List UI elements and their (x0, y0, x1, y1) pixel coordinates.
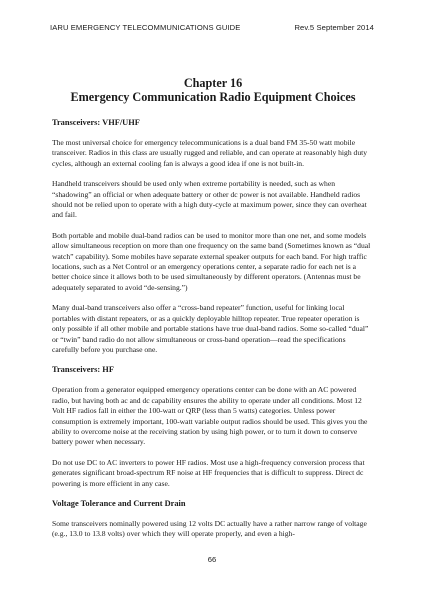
header-revision: Rev.5 September 2014 (294, 23, 374, 32)
header-guide-title: IARU EMERGENCY TELECOMMUNICATIONS GUIDE (50, 23, 241, 32)
page-number: 66 (207, 555, 217, 564)
paragraph: Do not use DC to AC inverters to power HF radios. Most use a high-frequency conversion process that generates significant broad-spectrum RF noise at HF frequencies that is difficult to suppress. Direct dc powering is more efficient in any case. (52, 457, 365, 488)
section-heading-voltage: Voltage Tolerance and Current Drain (52, 498, 186, 508)
section-heading-hf: Transceivers: HF (52, 365, 114, 375)
paragraph: Many dual-band transceivers also offer a “cross-band repeater” function, useful for linking local portables with distant repeaters, or as a quickly deployable hilltop repeater. True repeater operation is only possible if all other mobile and portable stations have true dual-band radios. Some so-called “dual” or “twin” band radio do not allow simultaneous or cross-band operation—read the specifications carefully before you purchase one. (52, 303, 369, 354)
paragraph: Handheld transceivers should be used only when extreme portability is needed, such as when “shadowing” an official or when adequate battery or other dc power is not available. Handheld radios should not be relied upon to operate with a high duty-cycle at maximum power, since they can overheat and fail. (52, 179, 367, 220)
chapter-title: Emergency Communication Radio Equipment Choices (70, 90, 356, 104)
chapter-heading (52, 76, 374, 104)
running-header (50, 23, 374, 32)
chapter-number: Chapter 16 (183, 76, 243, 90)
section-heading-vhf-uhf: Transceivers: VHF/UHF (52, 118, 140, 127)
paragraph: Some transceivers nominally powered using 12 volts DC actually have a rather narrow range of voltage (e.g., 13.0 to 13.8 volts) over which they will operate properly, and even a high- (52, 518, 367, 539)
page-content (52, 76, 374, 550)
paragraph: The most universal choice for emergency telecommunications is a dual band FM 35-50 watt mobile transceiver. Radios in this class are usually rugged and reliable, and can operate at reasonably high duty cycles, although an external cooling fan is always a good idea if one is not built-in. (52, 138, 368, 168)
paragraph: Both portable and mobile dual-band radios can be used to monitor more than one net, and some models allow simultaneous reception on more than one frequency on the same band (Sometimes known as “dual watch” capability). Some mobiles have separate external speaker outputs for each band. For high traffic locations, such as a Net Control or an emergency operations center, a separate radio for each net is a better choice since it allows both to be used simultaneously by different operators. (Antennas must be adequately separated to avoid “de-sensing.”) (52, 230, 371, 292)
paragraph: Operation from a generator equipped emergency operations center can be done with an AC powered radio, but having both ac and dc capability ensures the ability to operate under all conditions. Most 12 Volt HF radios fall in either the 100-watt or QRP (less than 5 watts) categories. Unless power consumption is extremely important, 100-watt variable output radios should be used. This gives you the ability to overcome noise at the receiving station by using high power, or to turn it down to conserve battery power when necessary. (52, 385, 368, 447)
